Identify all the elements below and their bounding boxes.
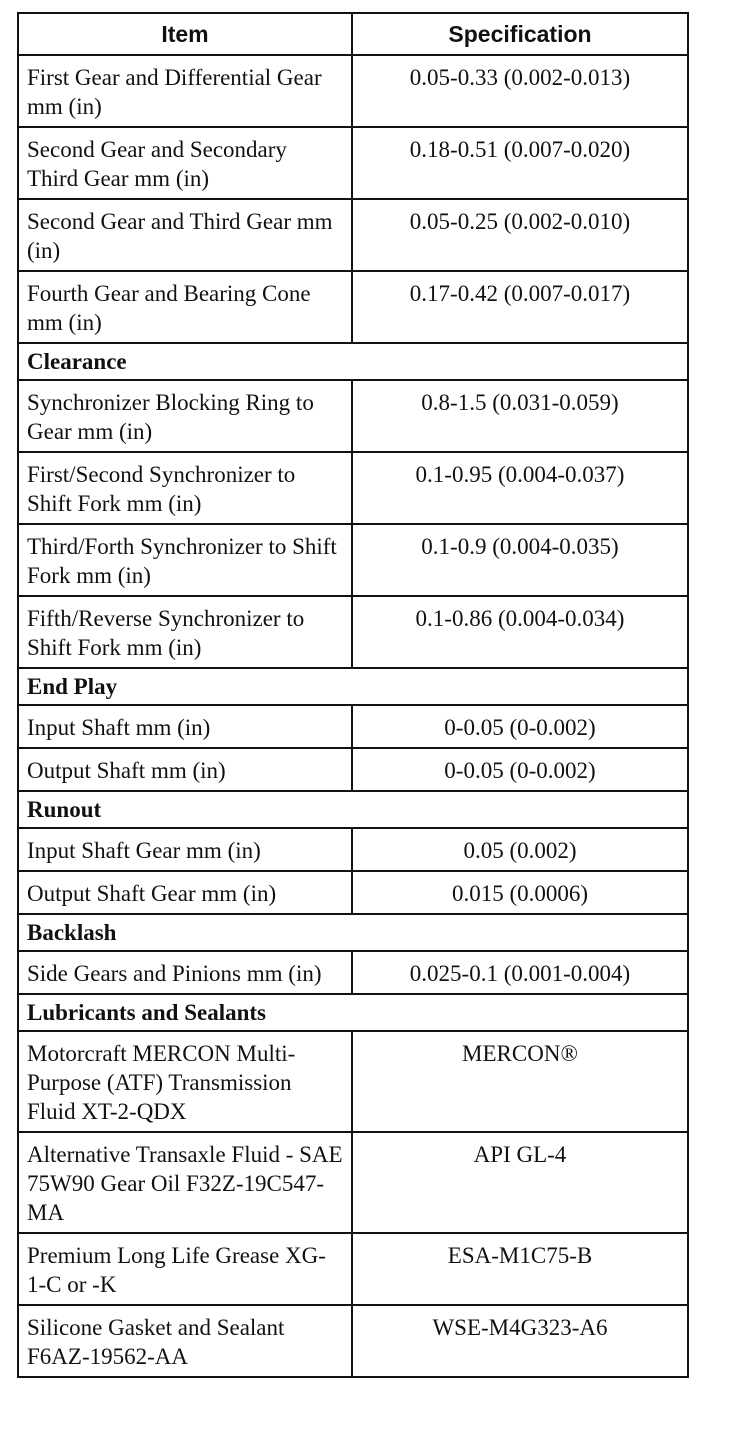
section-label: Backlash xyxy=(18,914,688,951)
section-header-row xyxy=(18,791,688,828)
specification-cell: 0.8-1.5 (0.031-0.059) xyxy=(352,380,688,452)
item-cell: Second Gear and Secondary Third Gear mm (in) xyxy=(18,127,352,199)
section-header-row xyxy=(18,668,688,705)
table-row xyxy=(18,271,688,343)
specification-cell: 0.1-0.95 (0.004-0.037) xyxy=(352,452,688,524)
specification-cell: 0.05-0.33 (0.002-0.013) xyxy=(352,55,688,127)
item-cell: Side Gears and Pinions mm (in) xyxy=(18,951,352,994)
item-cell: Output Shaft mm (in) xyxy=(18,748,352,791)
table-row xyxy=(18,452,688,524)
table-row xyxy=(18,871,688,914)
table-row xyxy=(18,380,688,452)
table-row xyxy=(18,524,688,596)
specification-cell: API GL-4 xyxy=(352,1132,688,1233)
cropped-heading-fragment xyxy=(0,0,736,2)
section-label: Clearance xyxy=(18,343,688,380)
item-cell: Output Shaft Gear mm (in) xyxy=(18,871,352,914)
specification-cell: 0-0.05 (0-0.002) xyxy=(352,748,688,791)
section-label: Lubricants and Sealants xyxy=(18,994,688,1031)
item-cell: First Gear and Differential Gear mm (in) xyxy=(18,55,352,127)
specification-cell: ESA-M1C75-B xyxy=(352,1233,688,1305)
specification-table xyxy=(17,12,689,1378)
section-header-row xyxy=(18,994,688,1031)
specification-cell: 0.05 (0.002) xyxy=(352,828,688,871)
item-cell: Motorcraft MERCON Multi-Purpose (ATF) Transmission Fluid XT-2-QDX xyxy=(18,1031,352,1132)
specification-cell: 0.1-0.9 (0.004-0.035) xyxy=(352,524,688,596)
table-row xyxy=(18,1233,688,1305)
specification-cell: 0.015 (0.0006) xyxy=(352,871,688,914)
item-cell: Alternative Transaxle Fluid - SAE 75W90 Gear Oil F32Z-19C547-MA xyxy=(18,1132,352,1233)
item-cell: Silicone Gasket and Sealant F6AZ-19562-AA xyxy=(18,1305,352,1377)
item-cell: First/Second Synchronizer to Shift Fork mm (in) xyxy=(18,452,352,524)
item-cell: Fourth Gear and Bearing Cone mm (in) xyxy=(18,271,352,343)
item-cell: Third/Forth Synchronizer to Shift Fork mm (in) xyxy=(18,524,352,596)
column-header-item: Item xyxy=(18,13,352,55)
specification-cell: WSE-M4G323-A6 xyxy=(352,1305,688,1377)
specification-cell: MERCON® xyxy=(352,1031,688,1132)
item-cell: Input Shaft mm (in) xyxy=(18,705,352,748)
item-cell: Second Gear and Third Gear mm (in) xyxy=(18,199,352,271)
table-row xyxy=(18,951,688,994)
table-row xyxy=(18,596,688,668)
column-header-specification: Specification xyxy=(352,13,688,55)
table-header xyxy=(18,13,688,55)
section-label: End Play xyxy=(18,668,688,705)
item-cell: Input Shaft Gear mm (in) xyxy=(18,828,352,871)
table-row xyxy=(18,199,688,271)
specification-cell: 0.025-0.1 (0.001-0.004) xyxy=(352,951,688,994)
section-header-row xyxy=(18,914,688,951)
specification-cell: 0.18-0.51 (0.007-0.020) xyxy=(352,127,688,199)
table-row xyxy=(18,748,688,791)
table-body xyxy=(18,55,688,1377)
table-row xyxy=(18,1031,688,1132)
item-cell: Fifth/Reverse Synchronizer to Shift Fork mm (in) xyxy=(18,596,352,668)
table-row xyxy=(18,55,688,127)
section-label: Runout xyxy=(18,791,688,828)
table-row xyxy=(18,1305,688,1377)
section-header-row xyxy=(18,343,688,380)
item-cell: Synchronizer Blocking Ring to Gear mm (in) xyxy=(18,380,352,452)
table-row xyxy=(18,828,688,871)
table-row xyxy=(18,705,688,748)
specification-cell: 0.1-0.86 (0.004-0.034) xyxy=(352,596,688,668)
header-row xyxy=(18,13,688,55)
item-cell: Premium Long Life Grease XG-1-C or -K xyxy=(18,1233,352,1305)
specification-cell: 0.05-0.25 (0.002-0.010) xyxy=(352,199,688,271)
specification-cell: 0-0.05 (0-0.002) xyxy=(352,705,688,748)
table-row xyxy=(18,1132,688,1233)
specification-cell: 0.17-0.42 (0.007-0.017) xyxy=(352,271,688,343)
table-row xyxy=(18,127,688,199)
